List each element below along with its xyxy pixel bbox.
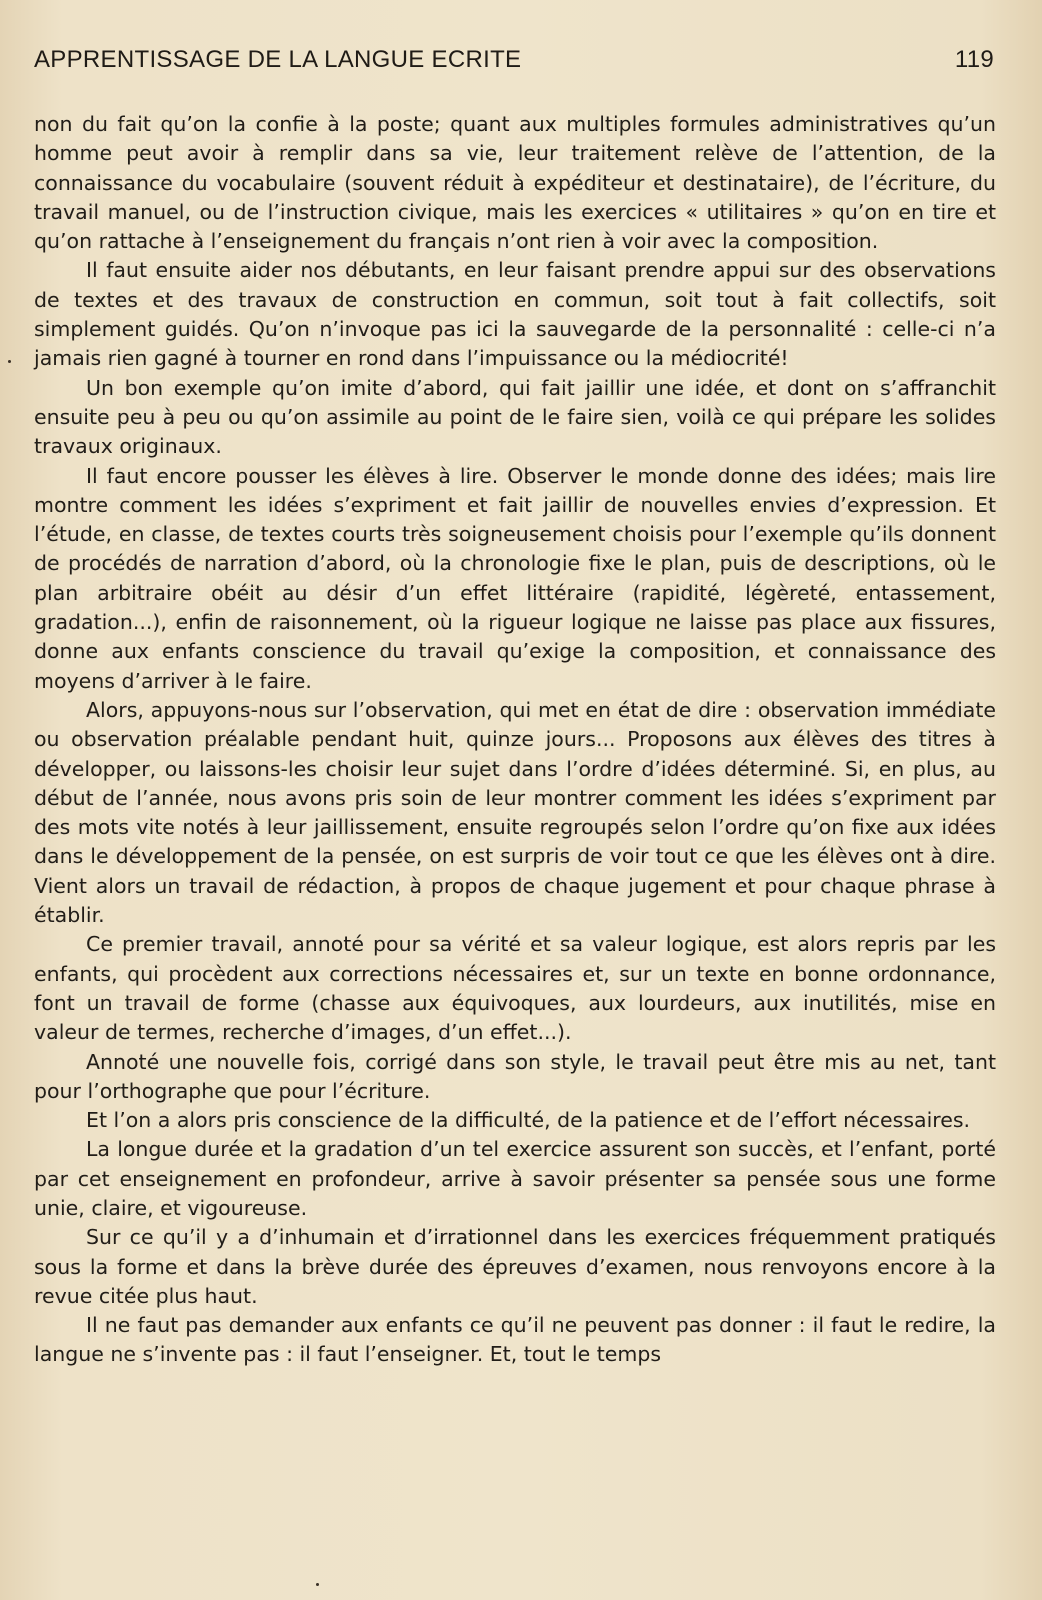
paragraph: Un bon exemple qu’on imite d’abord, qui fait jaillir une idée, et dont on s’affranchit ensuite peu à peu ou qu’on assimile au point de le faire sien, voilà ce qui prépare les solides travaux originaux. — [34, 375, 996, 459]
paragraph: Ce premier travail, annoté pour sa vérité et sa valeur logique, est alors repris par les enfants, qui procèdent aux corrections nécessaires et, sur un texte en bonne ordonnance, font un travail de forme (chasse aux équivoques, aux lourdeurs, aux inutilités, mise en valeur de termes, recherche d’images, d’un effet...). — [34, 932, 996, 1045]
paragraph: Il ne faut pas demander aux enfants ce qu’il ne peuvent pas donner : il faut le redire, la langue ne s’invente pas : il faut l’enseigner. Et, tout le temps — [34, 1313, 996, 1367]
paragraph: Et l’on a alors pris conscience de la difficulté, de la patience et de l’effort nécessaires. — [86, 1108, 971, 1133]
paragraph: Il faut ensuite aider nos débutants, en leur faisant prendre appui sur des observations de textes et des travaux de construction en commun, soit tout à fait collectifs, soit simplement guidés. Qu’on n’invoque pas ici la sauvegarde de la personnalité : celle-ci n’a jamais rien gagné à tourner en rond dans l’impuissance ou la médiocrité! — [34, 258, 996, 371]
paper-speck — [8, 360, 11, 363]
paragraph: Il faut encore pousser les élèves à lire. Observer le monde donne des idées; mais lire montre comment les idées s’expriment et fait jaillir de nouvelles envies d’expression. Et l’étude, en classe, de textes courts très soigneusement choisis pour l’exemple qu’ils donnent de procédés de narration d’abord, où la chronologie fixe le plan, puis de descriptions, où le plan arbitraire obéit au désir d’un effet littéraire (rapidité, légèreté, entassement, gradation...), enfin de raisonnement, où la rigueur logique ne laisse pas place aux fissures, donne aux enfants conscience du travail qu’exige la composition, et connaissance des moyens d’arriver à le faire. — [34, 463, 996, 693]
paragraph: La longue durée et la gradation d’un tel exercice assurent son succès, et l’enfant, porté par cet enseignement en profondeur, arrive à savoir présenter sa pensée sous une forme unie, claire, et vigoureuse. — [34, 1137, 996, 1220]
running-title: APPRENTISSAGE DE LA LANGUE ECRITE — [34, 46, 522, 73]
page-number: 119 — [954, 46, 994, 73]
paragraph: Annoté une nouvelle fois, corrigé dans son style, le travail peut être mis au net, tant pour l’orthographe que pour l’écriture. — [34, 1049, 996, 1103]
body-text — [34, 110, 996, 1370]
running-header — [34, 46, 994, 74]
paragraph: non du fait qu’on la confie à la poste; quant aux multiples formules administratives qu’un homme peut avoir à remplir dans sa vie, leur traitement relève de l’attention, de la connaissance du vocabulaire (souvent réduit à expéditeur et destinataire), de l’écriture, du travail manuel, ou de l’instruction civique, mais les exercices « utilitaires » qu’on en tire et qu’on rattache à l’enseignement du français n’ont rien à voir avec la composition. — [34, 112, 996, 254]
paper-speck — [316, 1583, 319, 1586]
paragraph: Sur ce qu’il y a d’inhumain et d’irrationnel dans les exercices fréquemment pratiqués sous la forme et dans la brève durée des épreuves d’examen, nous renvoyons encore à la revue citée plus haut. — [34, 1225, 996, 1308]
paragraph: Alors, appuyons-nous sur l’observation, qui met en état de dire : observation immédiate ou observation préalable pendant huit, quinze jours... Proposons aux élèves des titres à développer, ou laissons-les choisir leur sujet dans l’ordre d’idées déterminé. Si, en plus, au début de l’année, nous avons pris soin de leur montrer comment les idées s’expriment par des mots vite notés à leur jaillissement, ensuite regroupés selon l’ordre qu’on fixe aux idées dans le développement de la pensée, on est surpris de voir tout ce que les élèves ont à dire. Vient alors un travail de rédaction, à propos de chaque jugement et pour chaque phrase à établir. — [34, 697, 996, 928]
